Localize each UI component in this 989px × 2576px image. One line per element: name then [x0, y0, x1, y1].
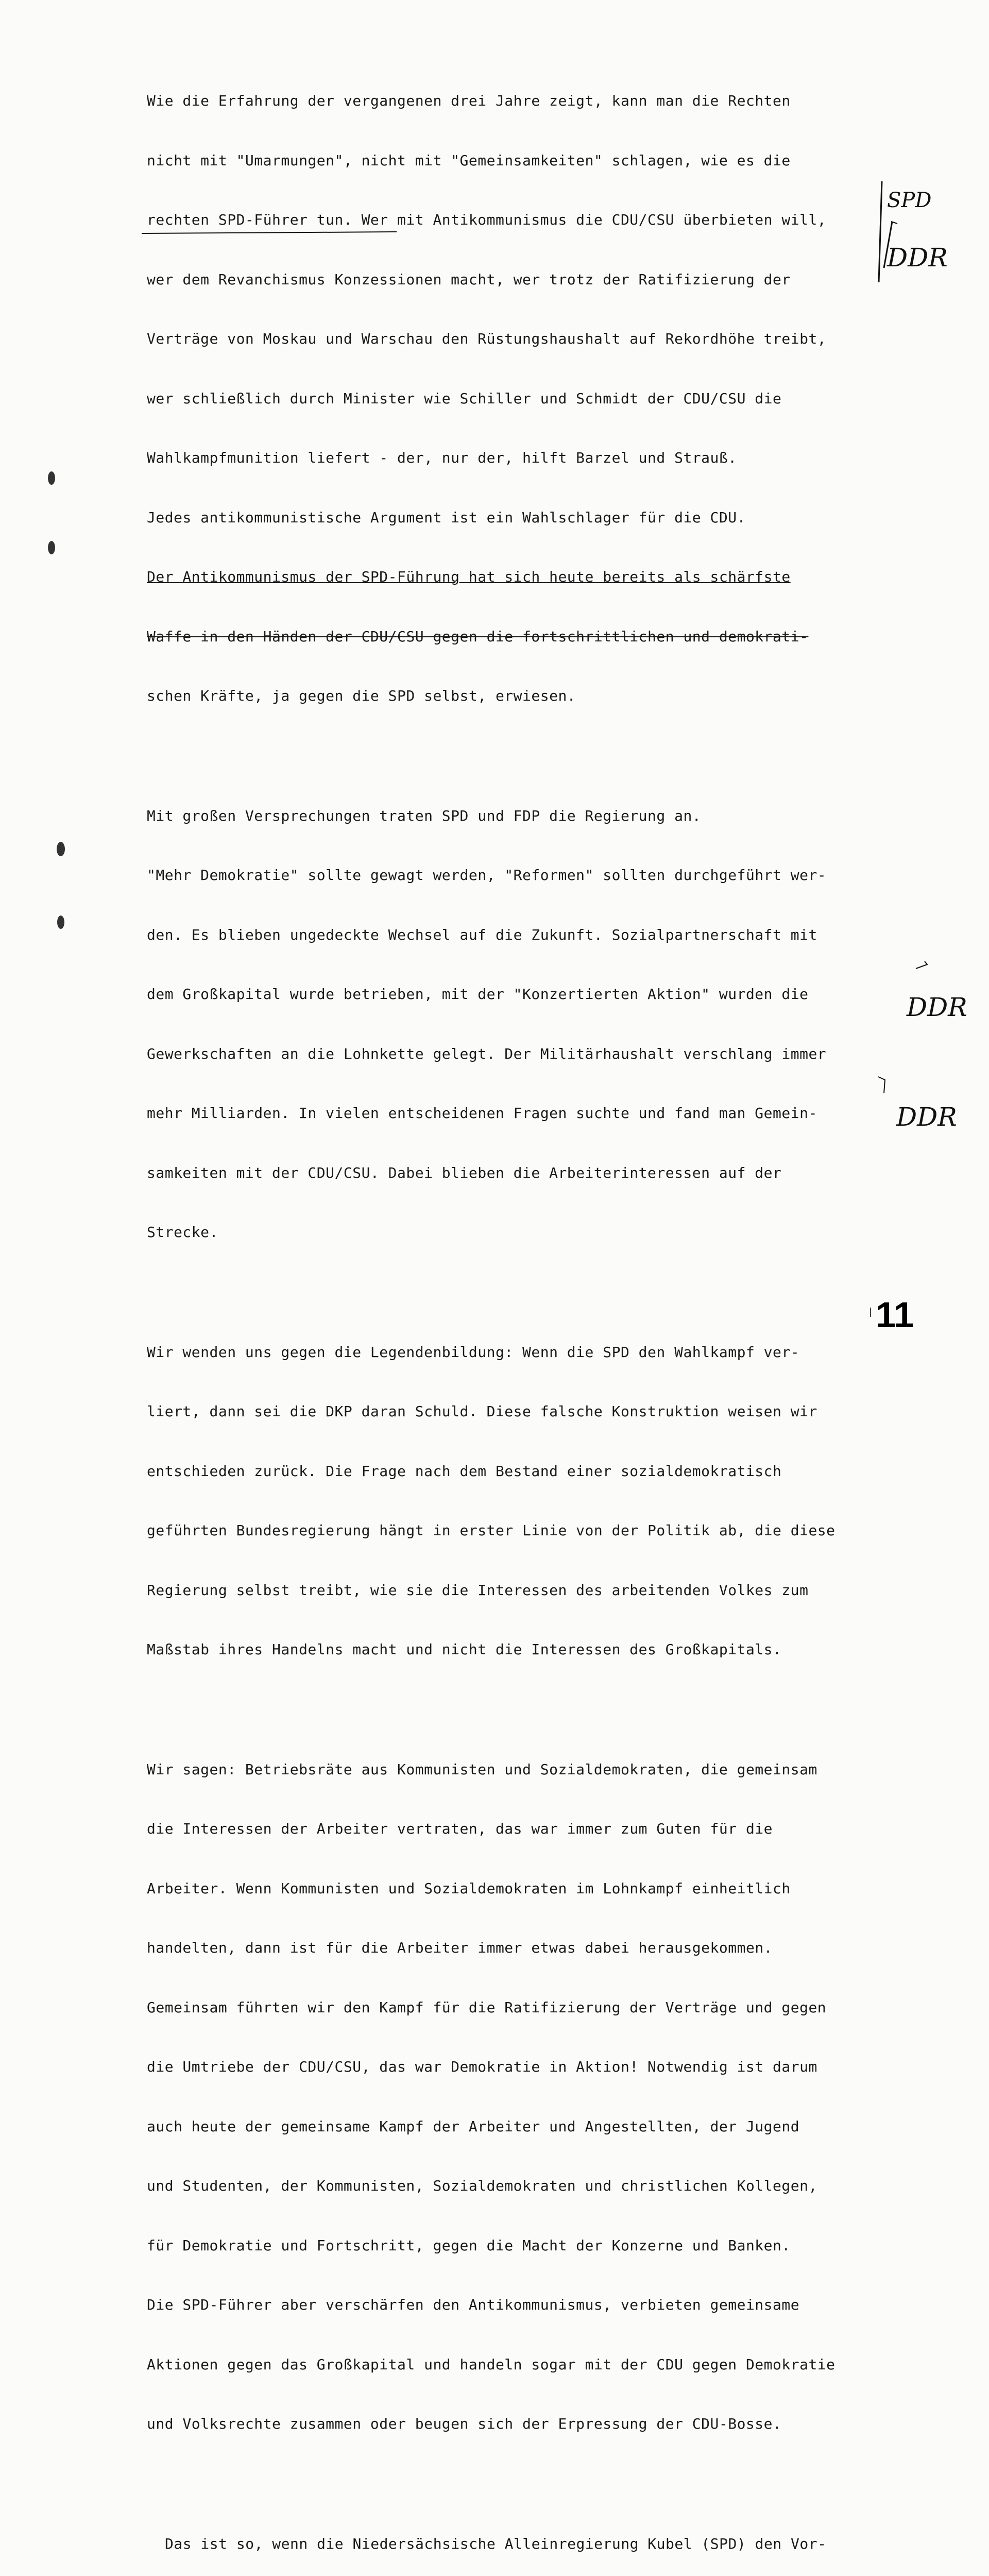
text-line: samkeiten mit der CDU/CSU. Dabei blieben die Arbeiterinteressen auf der: [147, 1163, 914, 1183]
text-line: auch heute der gemeinsame Kampf der Arbeiter und Angestellten, der Jugend: [147, 2117, 914, 2137]
paragraph-1: [147, 52, 914, 746]
text-line: Wir sagen: Betriebsräte aus Kommunisten und Sozialdemokraten, die gemeinsam: [147, 1760, 914, 1780]
text-line: mehr Milliarden. In vielen entscheidenen Fragen suchte und fand man Gemein-: [147, 1104, 914, 1124]
paragraph-3: [147, 1303, 914, 1700]
text-line: Wahlkampfmunition liefert - der, nur der, hilft Barzel und Strauß.: [147, 448, 914, 468]
text-line: Jedes antikommunistische Argument ist ein Wahlschlager für die CDU.: [147, 508, 914, 528]
margin-note: SPD: [887, 189, 931, 212]
punch-hole: [57, 842, 65, 856]
text-line: Strecke.: [147, 1223, 914, 1243]
text-line: wer schließlich durch Minister wie Schiller und Schmidt der CDU/CSU die: [147, 389, 914, 409]
text-line: geführten Bundesregierung hängt in erster Linie von der Politik ab, die diese: [147, 1521, 914, 1541]
paragraph-5: [165, 2495, 914, 2576]
underlined-line: Der Antikommunismus der SPD-Führung hat sich heute bereits als schärfste: [147, 567, 914, 587]
text-line: Die SPD-Führer aber verschärfen den Antikommunismus, verbieten gemeinsame: [147, 2295, 914, 2315]
text-line: Aktionen gegen das Großkapital und handeln sogar mit der CDU gegen Demokratie: [147, 2355, 914, 2375]
punch-hole: [48, 541, 55, 554]
paragraph-2: [147, 767, 914, 1282]
text-line: den. Es blieben ungedeckte Wechsel auf die Zukunft. Sozialpartnerschaft mit: [147, 925, 914, 945]
text-line: Regierung selbst treibt, wie sie die Interessen des arbeitenden Volkes zum: [147, 1581, 914, 1601]
text-line: Wie die Erfahrung der vergangenen drei Jahre zeigt, kann man die Rechten: [147, 91, 914, 111]
text-line: die Umtriebe der CDU/CSU, das war Demokratie in Aktion! Notwendig ist darum: [147, 2057, 914, 2077]
text-line: schen Kräfte, ja gegen die SPD selbst, erwiesen.: [147, 686, 914, 706]
text-line: Gewerkschaften an die Lohnkette gelegt. Der Militärhaushalt verschlang immer: [147, 1044, 914, 1064]
text-line: Wir wenden uns gegen die Legendenbildung: Wenn die SPD den Wahlkampf ver-: [147, 1343, 914, 1363]
text-line: für Demokratie und Fortschritt, gegen die Macht der Konzerne und Banken.: [147, 2236, 914, 2256]
indented-block: [147, 2495, 914, 2576]
margin-note: DDR: [906, 992, 967, 1022]
paragraph-4: [147, 1720, 914, 2474]
text-line: "Mehr Demokratie" sollte gewagt werden, "Reformen" sollten durchgeführt wer-: [147, 866, 914, 886]
struck-line: Waffe in den Händen der CDU/CSU gegen die fortschrittlichen und demokrati-: [147, 627, 914, 647]
text-line: handelten, dann ist für die Arbeiter immer etwas dabei herausgekommen.: [147, 1938, 914, 1958]
text-line: und Volksrechte zusammen oder beugen sich der Erpressung der CDU-Bosse.: [147, 2414, 914, 2434]
punch-hole: [48, 471, 55, 485]
body-text: [147, 52, 914, 2576]
page-number: 11: [876, 1294, 914, 1335]
page-number-tick: [870, 1308, 871, 1317]
punch-hole: [57, 916, 64, 929]
text-line: Verträge von Moskau und Warschau den Rüstungshaushalt auf Rekordhöhe treibt,: [147, 329, 914, 349]
text-line: Maßstab ihres Handelns macht und nicht die Interessen des Großkapitals.: [147, 1640, 914, 1660]
text-line: Das ist so, wenn die Niedersächsische Alleinregierung Kubel (SPD) den Vor-: [165, 2534, 914, 2554]
text-line: Arbeiter. Wenn Kommunisten und Sozialdemokraten im Lohnkampf einheitlich: [147, 1879, 914, 1899]
text-line: Gemeinsam führten wir den Kampf für die Ratifizierung der Verträge und gegen: [147, 1998, 914, 2018]
text-line: rechten SPD-Führer tun. Wer mit Antikommunismus die CDU/CSU überbieten will,: [147, 210, 914, 230]
text-line: dem Großkapital wurde betrieben, mit der "Konzertierten Aktion" wurden die: [147, 985, 914, 1005]
margin-note: DDR: [886, 243, 948, 273]
text-line: entschieden zurück. Die Frage nach dem Bestand einer sozialdemokratisch: [147, 1462, 914, 1482]
text-line: liert, dann sei die DKP daran Schuld. Diese falsche Konstruktion weisen wir: [147, 1402, 914, 1422]
margin-note: DDR: [896, 1102, 957, 1132]
text-line: die Interessen der Arbeiter vertraten, das war immer zum Guten für die: [147, 1819, 914, 1839]
text-line: wer dem Revanchismus Konzessionen macht, wer trotz der Ratifizierung der: [147, 270, 914, 290]
text-line: Mit großen Versprechungen traten SPD und FDP die Regierung an.: [147, 806, 914, 826]
margin-stroke: [916, 961, 927, 969]
text-line: nicht mit "Umarmungen", nicht mit "Gemeinsamkeiten" schlagen, wie es die: [147, 151, 914, 171]
text-line: und Studenten, der Kommunisten, Sozialdemokraten und christlichen Kollegen,: [147, 2176, 914, 2196]
